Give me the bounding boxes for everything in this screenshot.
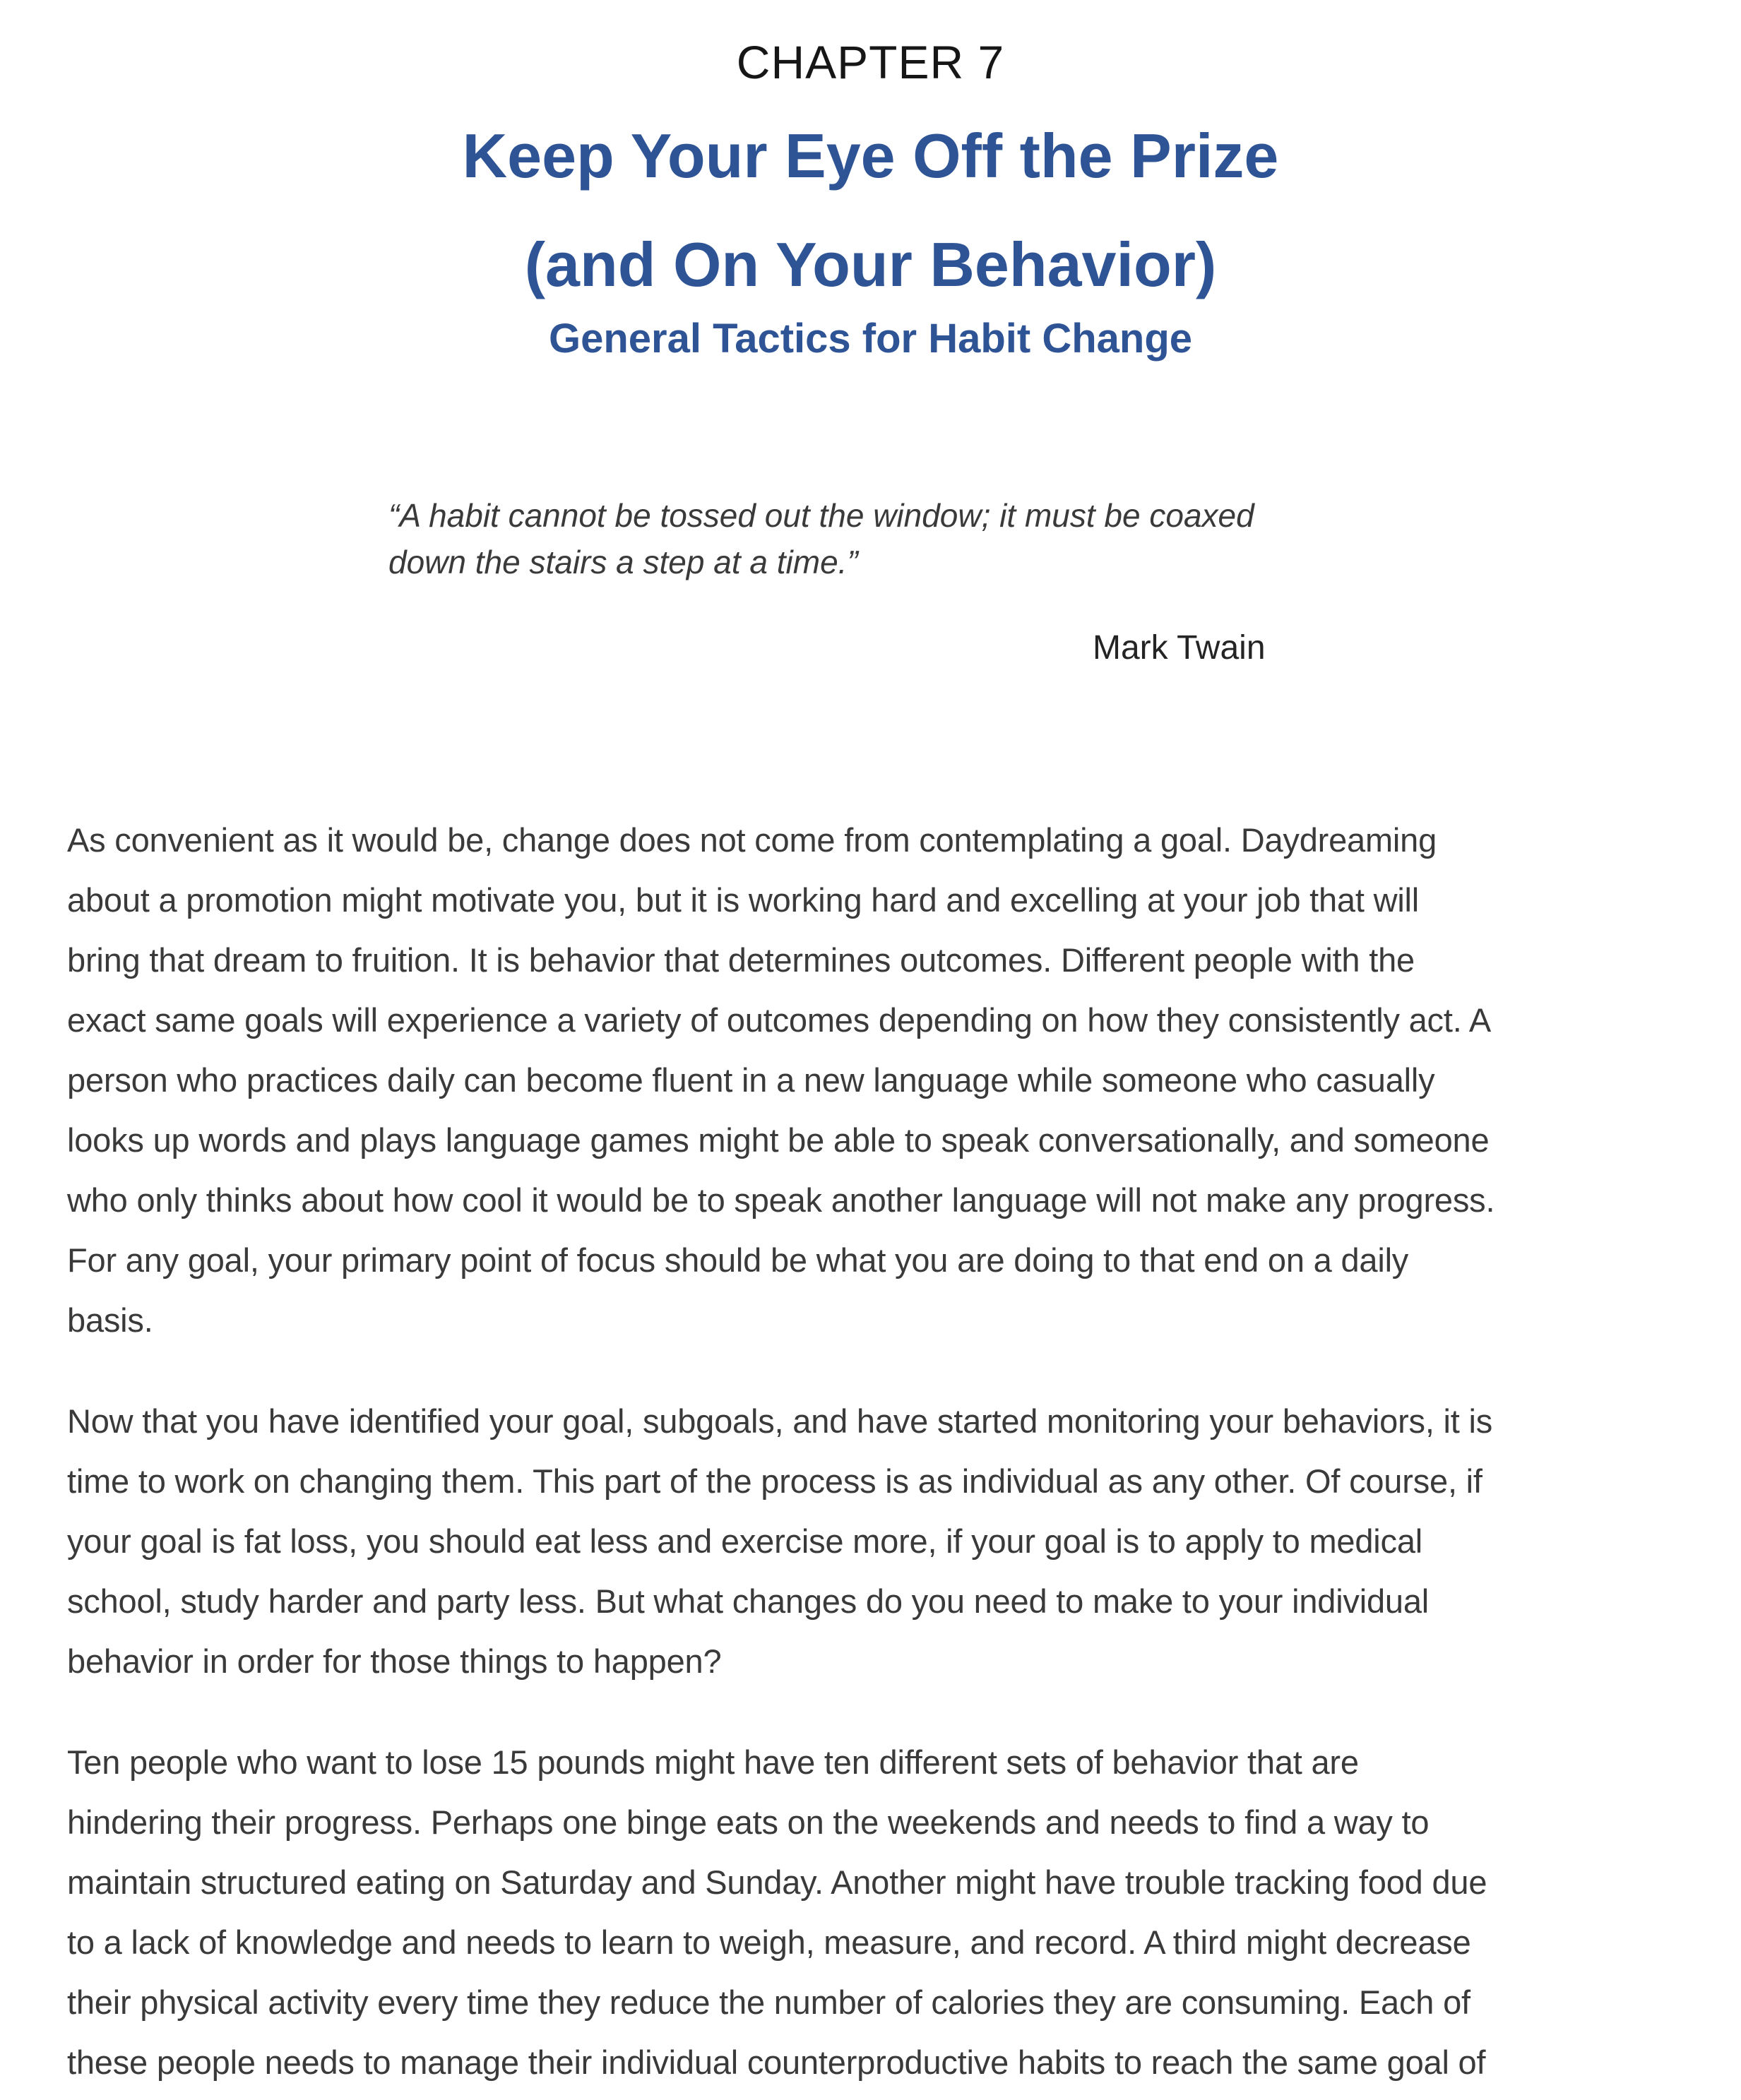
epigraph-quote bbox=[388, 492, 1571, 672]
text-line: their physical activity every time they reduce the number of calories they are consuming. Each of bbox=[67, 1983, 1470, 2021]
paragraph bbox=[67, 810, 1684, 1350]
text-line: hindering their progress. Perhaps one binge eats on the weekends and needs to find a way to bbox=[67, 1803, 1430, 1841]
text-line: time to work on changing them. This part of the process is as individual as any other. Of course, if bbox=[67, 1462, 1482, 1500]
text-line: your goal is fat loss, you should eat less and exercise more, if your goal is to apply to medical bbox=[67, 1522, 1423, 1560]
quote-attribution: Mark Twain bbox=[1093, 629, 1266, 667]
text-line: these people needs to manage their individual counterproductive habits to reach the same goal of bbox=[67, 2044, 1486, 2081]
text-line: As convenient as it would be, change does not come from contemplating a goal. Daydreaming bbox=[67, 821, 1437, 859]
text-line: exact same goals will experience a variety of outcomes depending on how they consistently act. A bbox=[67, 1001, 1491, 1039]
text-line: For any goal, your primary point of focus should be what you are doing to that end on a daily bbox=[67, 1241, 1409, 1279]
text-line: “A habit cannot be tossed out the window; it must be coaxed bbox=[388, 497, 1254, 534]
text-line: who only thinks about how cool it would be to speak another language will not make any progress. bbox=[67, 1181, 1495, 1219]
quote-text bbox=[388, 492, 1571, 585]
text-line: looks up words and plays language games might be able to speak conversationally, and someone bbox=[67, 1121, 1490, 1159]
chapter-title-line-1: Keep Your Eye Off the Prize bbox=[462, 121, 1279, 191]
text-line: Now that you have identified your goal, subgoals, and have started monitoring your behaviors, it is bbox=[67, 1402, 1493, 1440]
paragraph bbox=[67, 1391, 1684, 1691]
text-line: behavior in order for those things to happen? bbox=[67, 1642, 722, 1680]
text-line: school, study harder and party less. But what changes do you need to make to your individual bbox=[67, 1582, 1430, 1620]
body-text bbox=[0, 810, 1741, 2092]
text-line: to a lack of knowledge and needs to learn to weigh, measure, and record. A third might decrease bbox=[67, 1923, 1471, 1961]
text-line: bring that dream to fruition. It is behavior that determines outcomes. Different people with the bbox=[67, 941, 1415, 979]
paragraph bbox=[67, 1732, 1684, 2092]
text-line: Ten people who want to lose 15 pounds might have ten different sets of behavior that are bbox=[67, 1743, 1359, 1781]
chapter-subtitle: General Tactics for Habit Change bbox=[548, 316, 1193, 362]
text-line: about a promotion might motivate you, but it is working hard and excelling at your job that will bbox=[67, 881, 1420, 919]
chapter-title-line-2: (and On Your Behavior) bbox=[524, 229, 1217, 299]
text-line: down the stairs a step at a time.” bbox=[388, 544, 858, 580]
text-line: maintain structured eating on Saturday and Sunday. Another might have trouble tracking food due bbox=[67, 1863, 1487, 1901]
chapter-label: CHAPTER 7 bbox=[736, 36, 1005, 88]
text-line: basis. bbox=[67, 1301, 153, 1339]
text-line: person who practices daily can become fluent in a new language while someone who casually bbox=[67, 1061, 1435, 1099]
